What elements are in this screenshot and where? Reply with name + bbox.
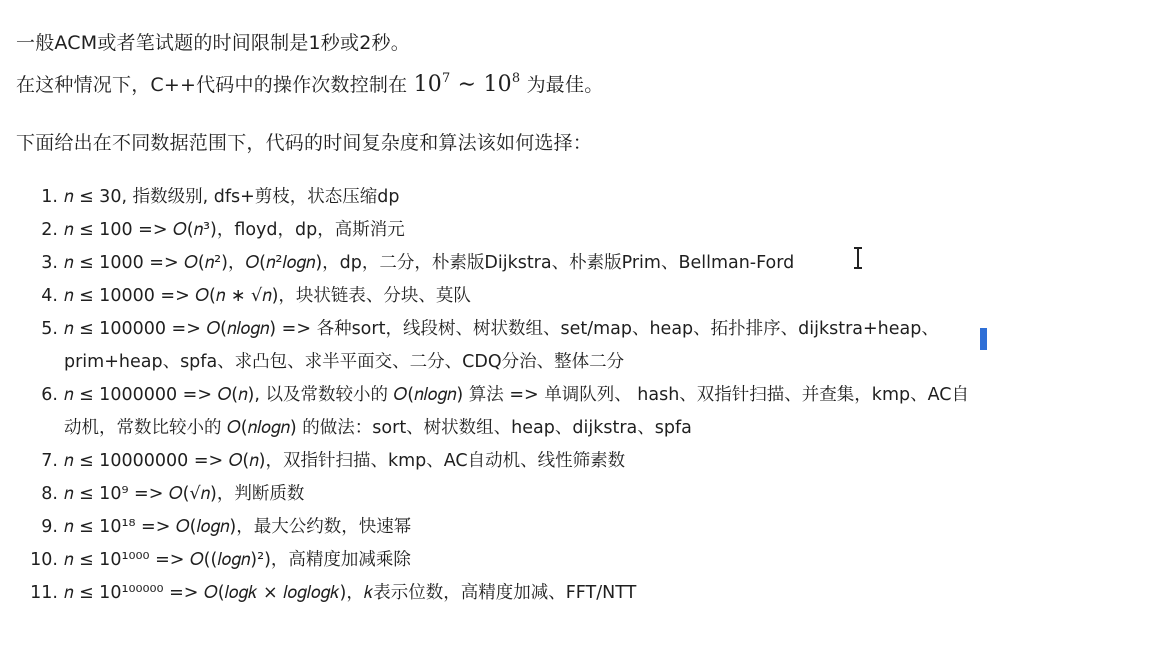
list-item bbox=[0, 379, 1176, 445]
list-item-number: 1. bbox=[41, 187, 58, 207]
list-item bbox=[0, 478, 1176, 511]
list-item-text: 𝑛 ≤ 10¹⁸ => 𝑂(𝑙𝑜𝑔𝑛)，最大公约数，快速幂 bbox=[64, 517, 412, 537]
list-item-number: 7. bbox=[41, 451, 58, 471]
list-item-number: 5. bbox=[41, 319, 58, 339]
list-item-text: 𝑛 ≤ 10000 => 𝑂(𝑛 ∗ √𝑛)，块状链表、分块、莫队 bbox=[64, 286, 471, 306]
list-item-number: 11. bbox=[30, 583, 58, 603]
text-cursor-highlight bbox=[980, 328, 987, 350]
list-item-text: 𝑛 ≤ 10000000 => 𝑂(𝑛)，双指针扫描、kmp、AC自动机、线性筛素数 bbox=[64, 451, 626, 471]
intro-line-3: 下面给出在不同数据范围下，代码的时间复杂度和算法该如何选择： bbox=[16, 132, 593, 154]
intro-line-2-math bbox=[414, 72, 521, 97]
list-item bbox=[0, 511, 1176, 544]
intro-line-2 bbox=[16, 62, 603, 102]
intro-line-2-suffix: 为最佳。 bbox=[520, 74, 604, 96]
list-item-text: 𝑛 ≤ 100 => 𝑂(𝑛³)，floyd，dp，高斯消元 bbox=[64, 220, 405, 240]
list-item-number: 3. bbox=[41, 253, 58, 273]
list-item bbox=[0, 247, 1176, 280]
complexity-list bbox=[0, 181, 1176, 610]
intro-line-1: 一般ACM或者笔试题的时间限制是1秒或2秒。 bbox=[16, 32, 410, 54]
list-item bbox=[0, 544, 1176, 577]
list-item bbox=[0, 280, 1176, 313]
list-item-number: 2. bbox=[41, 220, 58, 240]
list-item-number: 4. bbox=[41, 286, 58, 306]
list-item-text: 𝑛 ≤ 100000 => 𝑂(𝑛𝑙𝑜𝑔𝑛) => 各种sort，线段树、树状数组、set/map、heap、拓扑排序、dijkstra+heap、 bbox=[64, 319, 939, 339]
intro-line-2-exp2: 8 bbox=[511, 71, 521, 86]
list-item-number: 6. bbox=[41, 385, 58, 405]
list-item-number: 9. bbox=[41, 517, 58, 537]
intro-line-2-exp1: 7 bbox=[441, 71, 451, 86]
list-item-text: 𝑛 ≤ 10¹⁰⁰⁰⁰⁰ => 𝑂(𝑙𝑜𝑔𝑘 × 𝑙𝑜𝑔𝑙𝑜𝑔𝑘)，𝑘表示位数，高精度加减、FFT/NTT bbox=[64, 583, 637, 603]
list-item-text: 𝑛 ≤ 10⁹ => 𝑂(√𝑛)，判断质数 bbox=[64, 484, 305, 504]
list-item-text: 𝑛 ≤ 1000000 => 𝑂(𝑛), 以及常数较小的 𝑂(𝑛𝑙𝑜𝑔𝑛) 算法 => 单调队列、 hash、双指针扫描、并查集，kmp、AC自 bbox=[64, 385, 969, 405]
mouse-ibeam-cursor-icon bbox=[857, 247, 859, 269]
intro-line-2-base: 10 bbox=[413, 72, 442, 97]
list-item-text: 𝑛 ≤ 1000 => 𝑂(𝑛²)，𝑂(𝑛²𝑙𝑜𝑔𝑛)，dp，二分，朴素版Dijkstra、朴素版Prim、Bellman-Ford bbox=[64, 253, 795, 273]
list-item bbox=[0, 214, 1176, 247]
list-item-text: prim+heap、spfa、求凸包、求半平面交、二分、CDQ分治、整体二分 bbox=[64, 352, 625, 372]
list-item-number: 10. bbox=[30, 550, 58, 570]
list-item bbox=[0, 313, 1176, 379]
list-item bbox=[0, 181, 1176, 214]
list-item-number: 8. bbox=[41, 484, 58, 504]
list-item-text: 𝑛 ≤ 30, 指数级别, dfs+剪枝，状态压缩dp bbox=[64, 187, 400, 207]
list-item bbox=[0, 445, 1176, 478]
intro-line-2-prefix: 在这种情况下，C++代码中的操作次数控制在 bbox=[16, 74, 414, 96]
list-item-text: 动机，常数比较小的 𝑂(𝑛𝑙𝑜𝑔𝑛) 的做法：sort、树状数组、heap、dijkstra、spfa bbox=[64, 418, 692, 438]
list-item-text: 𝑛 ≤ 10¹⁰⁰⁰ => 𝑂((𝑙𝑜𝑔𝑛)²)，高精度加减乘除 bbox=[64, 550, 411, 570]
intro-line-2-mid: ∼ 10 bbox=[450, 72, 512, 97]
list-item bbox=[0, 577, 1176, 610]
